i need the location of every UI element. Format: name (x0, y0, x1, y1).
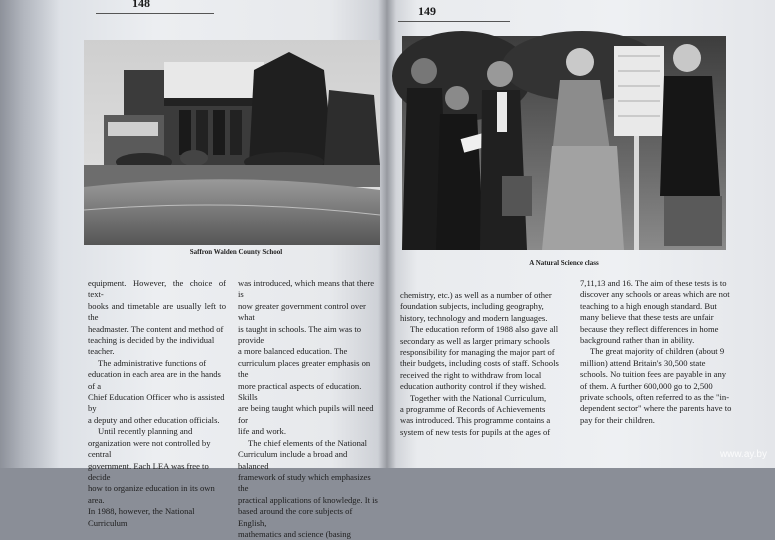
right-page-number: 149 (418, 4, 436, 18)
text-line: more practical aspects of education. Skills (238, 380, 362, 403)
text-line: pay for their children. (580, 414, 655, 425)
left-photo-caption: Saffron Walden County School (189, 248, 283, 256)
text-line: books and timetable are usually left to the (88, 300, 226, 323)
text-line: are being taught which pupils will need for (238, 403, 374, 425)
text-line: teaching to a high enough standard. But (580, 300, 717, 311)
left-header-rule (96, 13, 214, 14)
left-column-1 (88, 278, 226, 529)
right-photo-caption: A Natural Science class (529, 259, 599, 267)
text-line: foundation subjects, including geography, (400, 301, 544, 312)
science-class-photo (402, 36, 726, 250)
school-building-photo (84, 40, 380, 245)
text-line: is taught in schools. The aim was to provide (238, 323, 362, 346)
text-line: 7,11,13 and 16. The aim of these tests is to (580, 278, 727, 288)
right-column-2 (580, 278, 752, 426)
text-line: schools. No tuition fees are payable in any (580, 369, 727, 380)
text-line: chemistry, etc.) as well as a number of other (400, 290, 552, 300)
text-line: Chief Education Officer who is assisted by (88, 392, 225, 414)
school-building-illustration (84, 40, 380, 245)
text-line: was introduced, which means that there is (238, 278, 375, 300)
text-line: practical applications of knowledge. It is (238, 494, 378, 505)
text-line: Curriculum include a broad and balanced (238, 449, 348, 471)
text-line: private schools, often referred to as the "in- (580, 392, 730, 403)
text-line: The great majority of children (about 9 (590, 346, 725, 357)
text-line: based around the core subjects of English, (238, 506, 353, 528)
text-line: mathematics and science (basing (238, 528, 351, 539)
text-line: The administrative functions of (98, 357, 207, 368)
text-line: The chief elements of the National (248, 437, 368, 448)
text-line: many believe that these tests are unfair (580, 312, 714, 323)
right-column-1 (400, 290, 560, 438)
text-line: discover any schools or areas which are not (580, 289, 730, 300)
left-column-2 (238, 278, 378, 540)
text-line: now greater government control over what (238, 300, 366, 323)
text-line: teaching is decided by the individual (88, 335, 215, 346)
text-line: life and work. (238, 426, 286, 437)
text-line: education in each area are in the hands of a (88, 369, 221, 391)
text-line: a programme of Records of Achievements (400, 404, 546, 415)
text-line: secondary as well as larger primary schools (400, 335, 550, 346)
text-line: responsibility for managing the major part of (400, 347, 555, 358)
text-line: of them. A further 600,000 go to 2,500 (580, 380, 713, 391)
text-line: In 1988, however, the National Curriculum (88, 506, 195, 528)
text-line: government. Each LEA was free to decide (88, 460, 209, 482)
page-stack-edge (0, 0, 60, 468)
text-line: received the right to withdraw from local (400, 369, 542, 380)
watermark: www.ay.by (719, 449, 767, 460)
text-line: framework of study which emphasizes the (238, 471, 371, 494)
text-line: education authority control if they wished. (400, 381, 547, 392)
text-line: was introduced. This programme contains a (400, 415, 551, 426)
text-line: Together with the National Curriculum, (410, 392, 547, 403)
text-line: Until recently planning and (98, 426, 193, 437)
text-line: dependent sector" where the parents have to (580, 403, 732, 414)
text-line: background rather than in ability. (580, 335, 695, 346)
left-page-number: 148 (132, 0, 150, 10)
text-line: because they reflect differences in home (580, 323, 719, 334)
text-line: headmaster. The content and method of (88, 323, 224, 334)
text-line: The education reform of 1988 also gave all (410, 324, 559, 335)
right-header-rule (398, 21, 510, 22)
text-line: a more balanced education. The (238, 346, 348, 357)
text-line: system of new tests for pupils at the ages of (400, 426, 551, 437)
text-line: equipment. However, the choice of text- (88, 278, 226, 300)
text-line: teacher. (88, 346, 115, 357)
science-class-illustration (402, 36, 726, 250)
text-line: how to organize education in its own area. (88, 483, 215, 505)
text-line: organization were not controlled by central (88, 437, 211, 460)
text-line: history, technology and modern languages. (400, 312, 548, 323)
text-line: their budgets, including costs of staff. Schools (400, 358, 559, 369)
text-line: million) attend Britain's 30,500 state (580, 357, 706, 368)
text-line: curriculum places greater emphasis on the (238, 357, 371, 380)
text-line: a deputy and other education officials. (88, 414, 220, 425)
